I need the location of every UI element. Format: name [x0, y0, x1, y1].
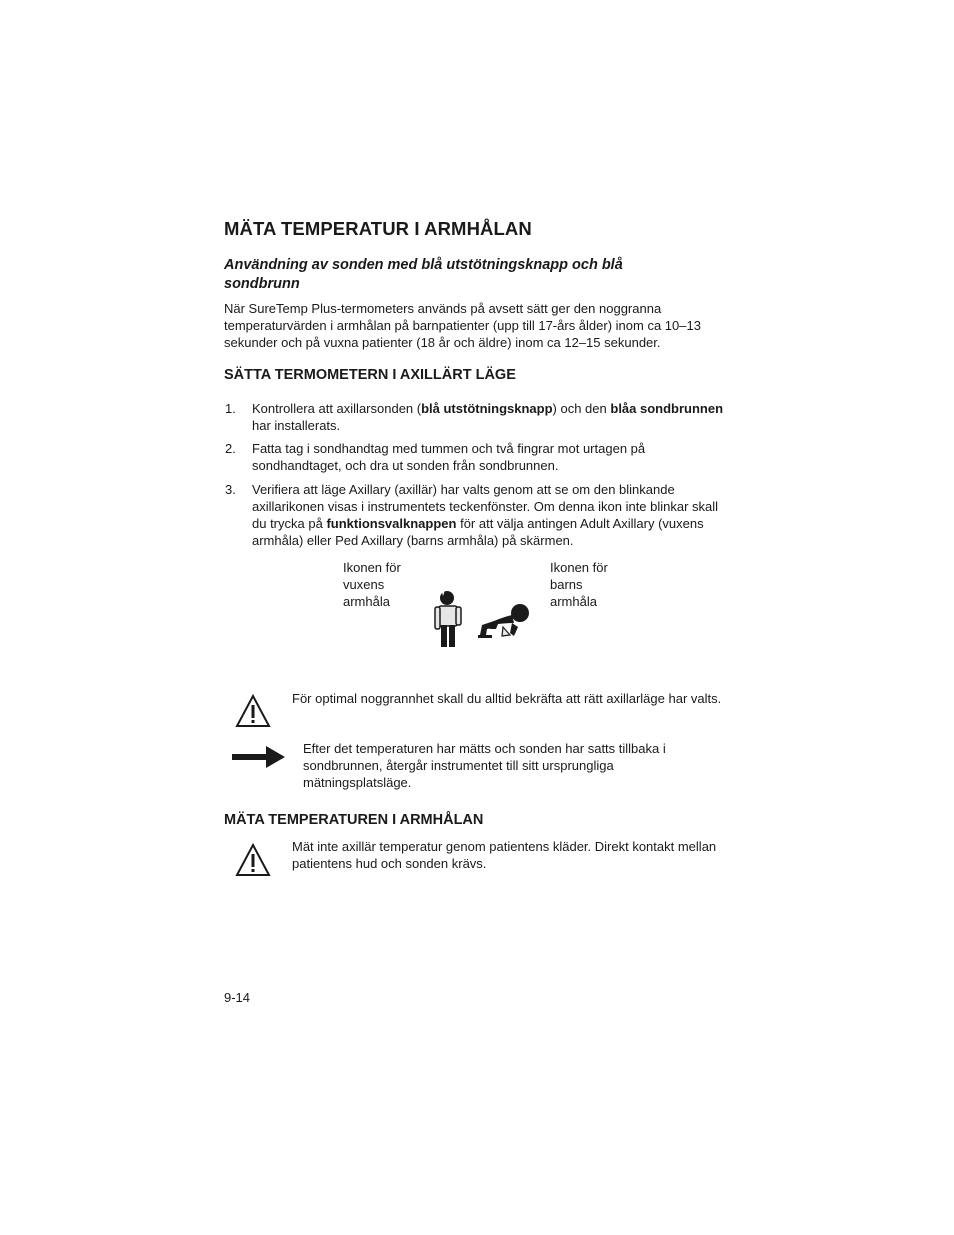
section-title-positioning: SÄTTA TERMOMETERN I AXILLÄRT LÄGE	[224, 367, 516, 383]
warning-triangle-icon	[235, 694, 271, 728]
intro-paragraph: När SureTemp Plus-termometers används på avsett sätt ger den noggranna temperaturvärden i armhålan på barnpatienter (upp till 17-års ålder) inom ca 10–13 sekunder och på vuxna patienter (18 år och äldre) inom ca 12–15 sekunder.	[224, 301, 701, 350]
subheading: Användning av sonden med blå utstötningsknapp och blå sondbrunn	[224, 257, 623, 292]
step-number: 3.	[225, 482, 236, 497]
info-note: Efter det temperaturen har mätts och sonden har satts tillbaka i sondbrunnen, återgår instrumentet till sitt ursprungliga mätningsplatsläge.	[303, 741, 666, 790]
page-title: MÄTA TEMPERATUR I ARMHÅLAN	[224, 218, 532, 239]
step-number: 1.	[225, 401, 236, 416]
section-title-measuring: MÄTA TEMPERATUREN I ARMHÅLAN	[224, 812, 484, 828]
warning-note: För optimal noggrannhet skall du alltid bekräfta att rätt axillarläge har valts.	[292, 691, 722, 706]
step-text: Verifiera att läge Axillary (axillär) har valts genom att se om den blinkande axillarikonen visas i instrumentets teckenfönster. Om denna ikon inte blinkar skall du trycka på funktionsvalknappen för att välja antingen Adult Axillary (vuxens armhåla) eller Ped Axillary (barns armhåla) på skärmen.	[252, 482, 719, 548]
right-arrow-icon	[232, 744, 286, 770]
child-icon-caption: Ikonen för barns armhåla	[550, 560, 608, 609]
adult-axillary-icon	[432, 589, 464, 649]
step-number: 2.	[225, 441, 236, 456]
step-text: Fatta tag i sondhandtag med tummen och två fingrar mot urtagen på sondhandtaget, och dra ut sonden från sondbrunnen.	[252, 441, 646, 473]
step-text: Kontrollera att axillarsonden (blå utstötningsknapp) och den blåa sondbrunnen har installerats.	[252, 401, 724, 433]
page-number: 9-14	[224, 990, 251, 1005]
adult-icon-caption: Ikonen för vuxens armhåla	[343, 560, 401, 609]
pediatric-axillary-icon	[474, 603, 534, 639]
warning-note: Mät inte axillär temperatur genom patientens kläder. Direkt kontakt mellan patientens hud och sonden krävs.	[292, 839, 717, 871]
warning-triangle-icon	[235, 843, 271, 877]
